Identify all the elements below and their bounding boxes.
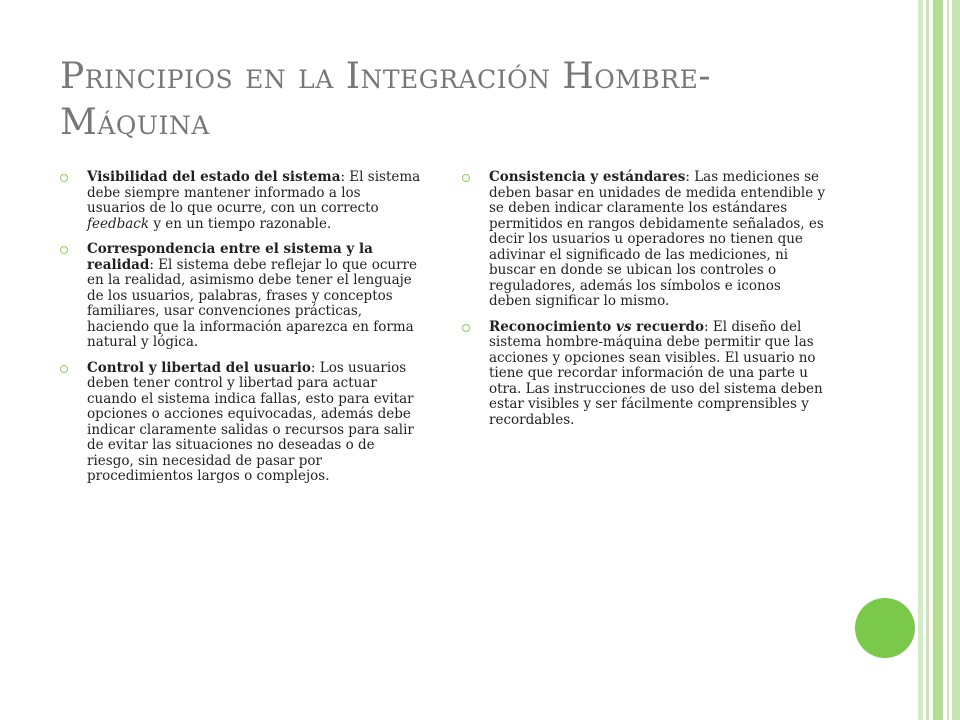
decorative-stripe (947, 0, 949, 720)
slide-title: Principios en la Integración Hombre-Máquina (60, 56, 712, 143)
bullet-item-visibilidad (60, 170, 422, 232)
decorative-stripe (926, 0, 929, 720)
bullet-circle-icon (462, 324, 470, 332)
bullet-text: : El sistema debe reflejar lo que ocurre en la realidad, asimismo debe tener el lenguaje de los usuarios, palabras, frases y conceptos familiares, usar convenciones prácticas, haciendo que la información aparezca en forma natural y lógica. (87, 256, 417, 350)
bullet-column-left (60, 170, 422, 495)
bullet-item-control (60, 361, 422, 485)
bullet-text: : Las mediciones se deben basar en unidades de medida entendible y se deben indicar claramente los estándares permitidos en rangos debidamente señalados, es decir los usuarios u operadores no tienen que adivinar el significado de las mediciones, ni buscar en donde se ubican los controles o reguladores, además los símbolos e iconos deben significar lo mismo. (489, 169, 826, 309)
decorative-stripe (952, 0, 960, 720)
bullet-item-correspondencia (60, 242, 422, 351)
bullet-heading: Visibilidad del estado del sistema (87, 169, 341, 185)
bullet-heading: recuerdo (631, 318, 705, 335)
bullet-heading: Correspondencia entre el sistema y la realidad (87, 241, 373, 273)
bullet-column-right (462, 170, 826, 438)
bullet-circle-icon (60, 246, 68, 254)
decorative-stripe (933, 0, 943, 720)
bullet-heading-emphasis: vs (615, 318, 632, 335)
decorative-circle (855, 598, 915, 658)
bullet-circle-icon (60, 174, 68, 182)
bullet-text: : El sistema debe siempre mantener informado a los usuarios de lo que ocurre, con un correcto (87, 169, 421, 216)
bullet-text: : El diseño del sistema hombre-máquina debe permitir que las acciones y opciones sean visibles. El usuario no tiene que recordar información de una parte u otra. Las instrucciones de uso del sistema deben estar visibles y ser fácilmente comprensibles y recordables. (489, 318, 823, 428)
bullet-text: y en un tiempo razonable. (149, 215, 332, 232)
bullet-emphasis: feedback (87, 215, 150, 232)
bullet-circle-icon (60, 365, 68, 373)
bullet-item-reconocimiento (462, 320, 826, 429)
bullet-circle-icon (462, 174, 470, 182)
bullet-text: : Los usuarios deben tener control y libertad para actuar cuando el sistema indica fallas, esto para evitar opciones o acciones equivocadas, además debe indicar claramente salidas o recursos para salir de evitar las situaciones no deseadas o de riesgo, sin necesidad de pasar por procedimientos largos o complejos. (87, 359, 414, 484)
bullet-heading: Control y libertad del usuario (87, 359, 311, 376)
bullet-heading: Consistencia y estándares (489, 169, 686, 185)
bullet-item-consistencia (462, 170, 826, 310)
decorative-stripe (918, 0, 923, 720)
bullet-heading: Reconocimiento (489, 318, 616, 335)
